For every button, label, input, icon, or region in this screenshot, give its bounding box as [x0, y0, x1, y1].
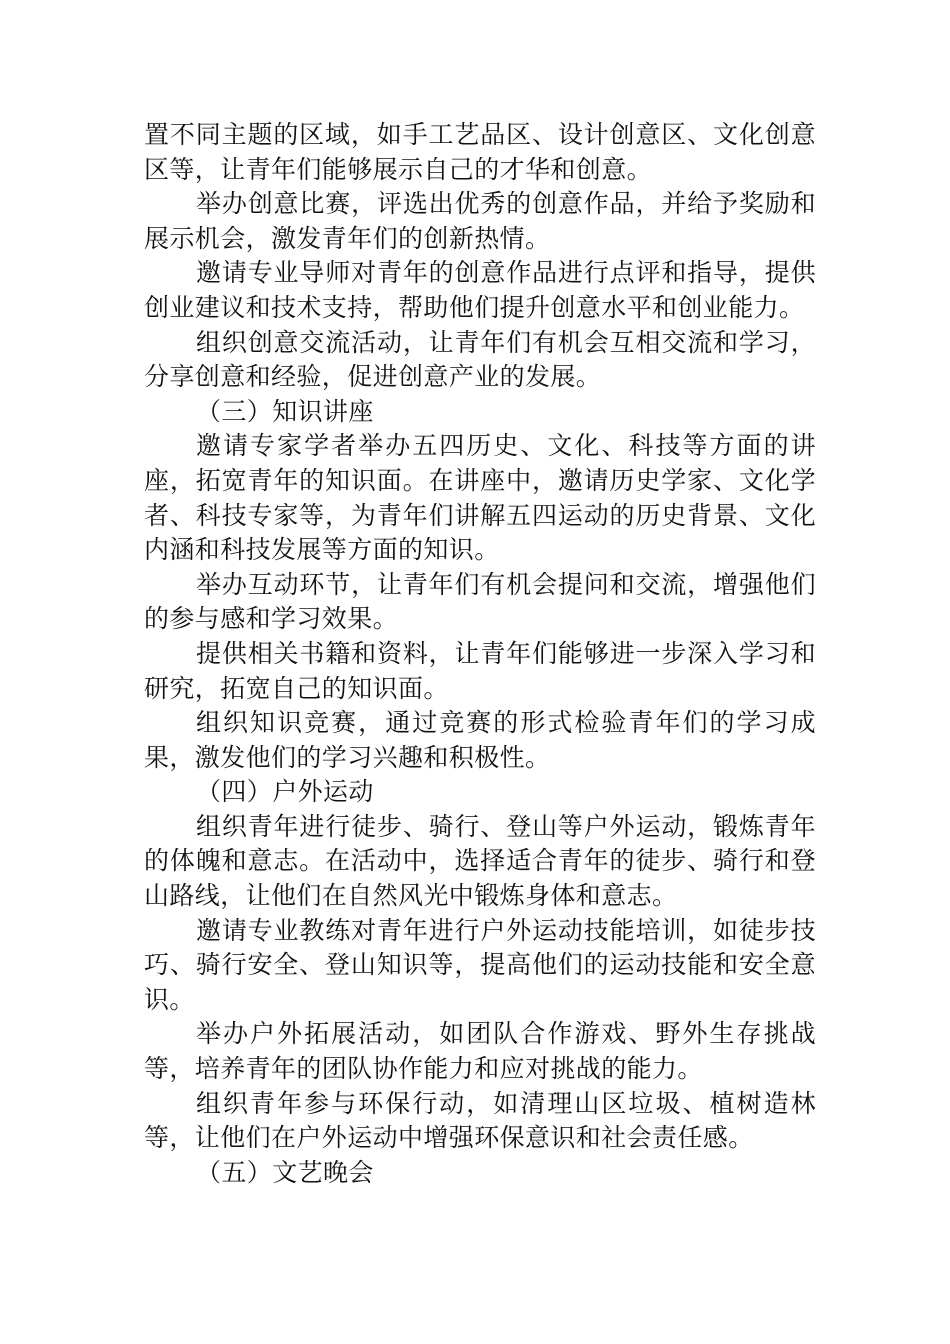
paragraph: 组织知识竞赛，通过竞赛的形式检验青年们的学习成果，激发他们的学习兴趣和积极性。	[144, 708, 816, 772]
section-heading: （四）户外运动	[196, 777, 374, 807]
paragraph: 邀请专家学者举办五四历史、文化、科技等方面的讲座，拓宽青年的知识面。在讲座中，邀请历史学家、文化学者、科技专家等，为青年们讲解五四运动的历史背景、文化内涵和科技发展等方面的知识。	[144, 431, 816, 565]
paragraph: 举办户外拓展活动，如团队合作游戏、野外生存挑战等，培养青年的团队协作能力和应对挑战的能力。	[144, 1019, 816, 1084]
section-heading: （五）文艺晚会	[196, 1157, 374, 1187]
paragraph: 组织青年进行徒步、骑行、登山等户外运动，锻炼青年的体魄和意志。在活动中，选择适合青年的徒步、骑行和登山路线，让他们在自然风光中锻炼身体和意志。	[144, 811, 816, 911]
paragraph: 邀请专业导师对青年的创意作品进行点评和指导，提供创业建议和技术支持，帮助他们提升创意水平和创业能力。	[144, 258, 816, 322]
paragraph-continuation: 置不同主题的区域，如手工艺品区、设计创意区、文化创意区等，让青年们能够展示自己的才华和创意。	[144, 120, 816, 184]
paragraph: 邀请专业教练对青年进行户外运动技能培训，如徒步技巧、骑行安全、登山知识等，提高他们的运动技能和安全意识。	[144, 915, 816, 1014]
section-heading: （三）知识讲座	[196, 396, 374, 426]
paragraph: 组织青年参与环保行动，如清理山区垃圾、植树造林等，让他们在户外运动中增强环保意识和社会责任感。	[144, 1088, 816, 1153]
paragraph: 提供相关书籍和资料，让青年们能够进一步深入学习和研究，拓宽自己的知识面。	[144, 638, 816, 703]
paragraph: 举办互动环节，让青年们有机会提问和交流，增强他们的参与感和学习效果。	[144, 569, 816, 634]
document-body	[144, 118, 816, 1190]
paragraph: 举办创意比赛，评选出优秀的创意作品，并给予奖励和展示机会，激发青年们的创新热情。	[144, 189, 816, 253]
paragraph: 组织创意交流活动，让青年们有机会互相交流和学习，分享创意和经验，促进创意产业的发展。	[144, 327, 816, 392]
